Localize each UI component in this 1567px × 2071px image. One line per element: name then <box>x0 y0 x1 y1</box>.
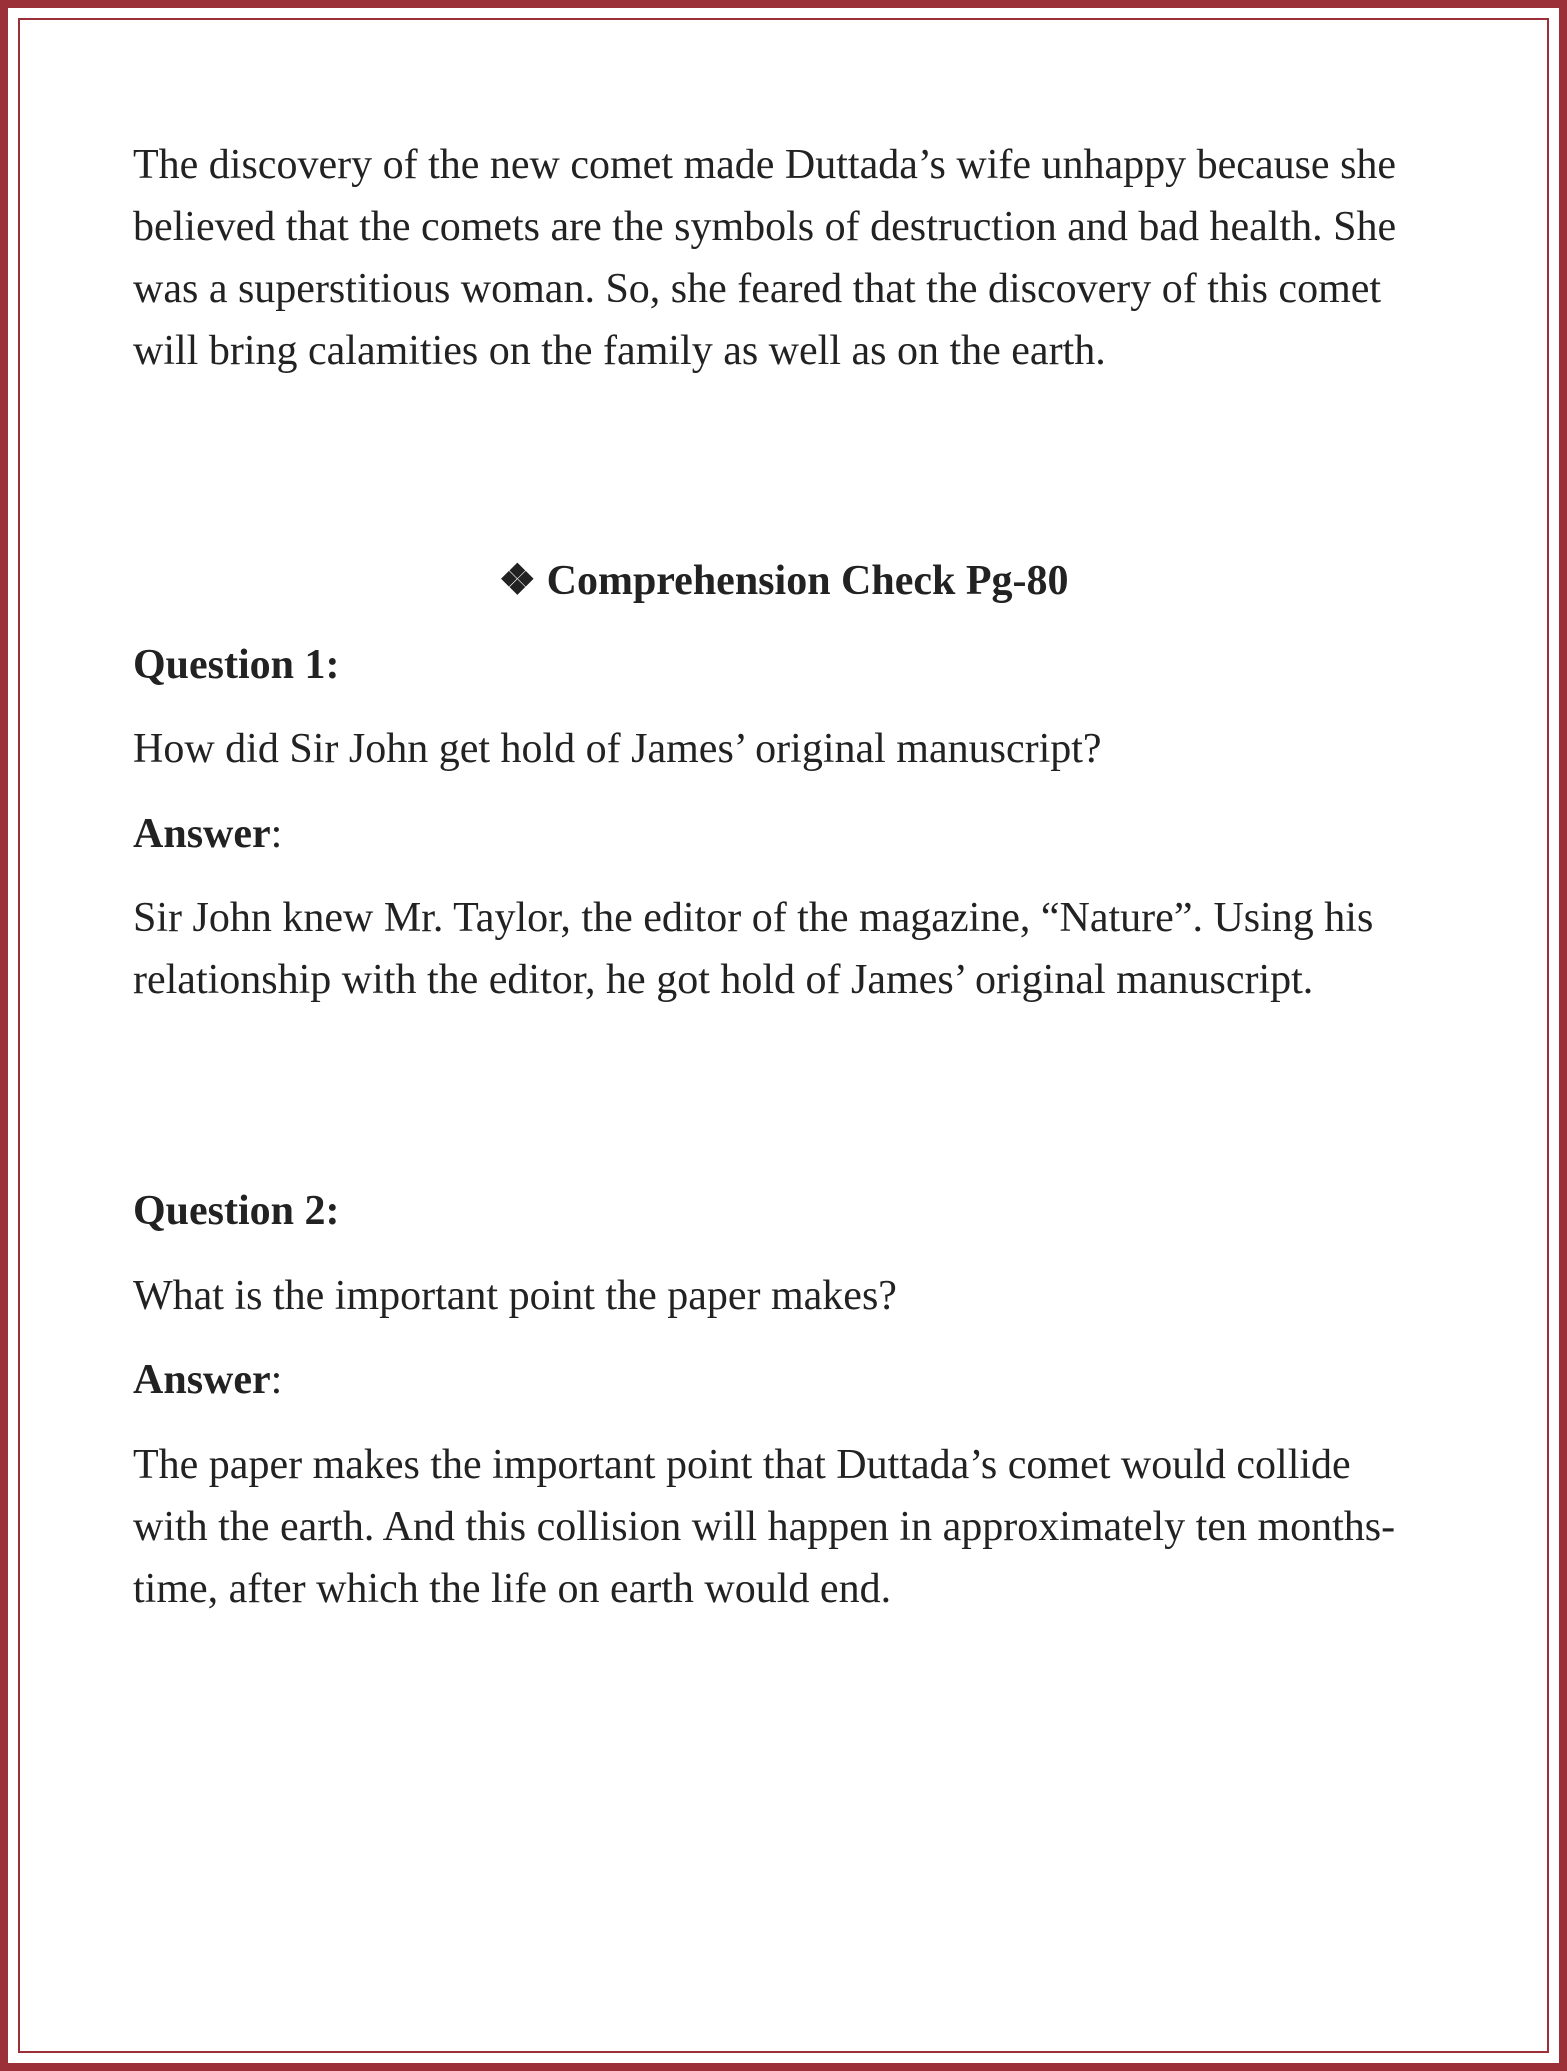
answer-label: Answer <box>133 811 271 857</box>
diamond-bullet-icon: ❖ <box>498 558 537 604</box>
answer-1-text: Sir John knew Mr. Taylor, the editor of the magazine, “Nature”. Using his relationship with the editor, he got hold of James’ original manuscript. <box>133 895 1374 1003</box>
answer-colon: : <box>270 811 283 857</box>
answer-label: Answer <box>133 1357 271 1403</box>
answer-1-label <box>133 803 1453 865</box>
question-1-text: How did Sir John get hold of James’ original manuscript? <box>133 726 1102 772</box>
question-2-text: What is the important point the paper makes? <box>133 1273 897 1319</box>
answer-colon: : <box>270 1357 283 1403</box>
answer-2-label <box>133 1349 1453 1411</box>
intro-paragraph: The discovery of the new comet made Duttada’s wife unhappy because she believed that the comets are the symbols of destruction and bad health. She was a superstitious woman. So, she feared that the discovery of this comet will bring calamities on the family as well as on the earth. <box>133 142 1397 374</box>
section-heading <box>0 550 1567 612</box>
question-1-label: Question 1: <box>133 642 340 688</box>
question-2-label: Question 2: <box>133 1188 340 1234</box>
section-title: Comprehension Check Pg-80 <box>546 558 1069 604</box>
answer-2-text: The paper makes the important point that Duttada’s comet would collide with the earth. And this collision will happen in approximately ten months-time, after which the life on earth would end. <box>133 1442 1396 1612</box>
